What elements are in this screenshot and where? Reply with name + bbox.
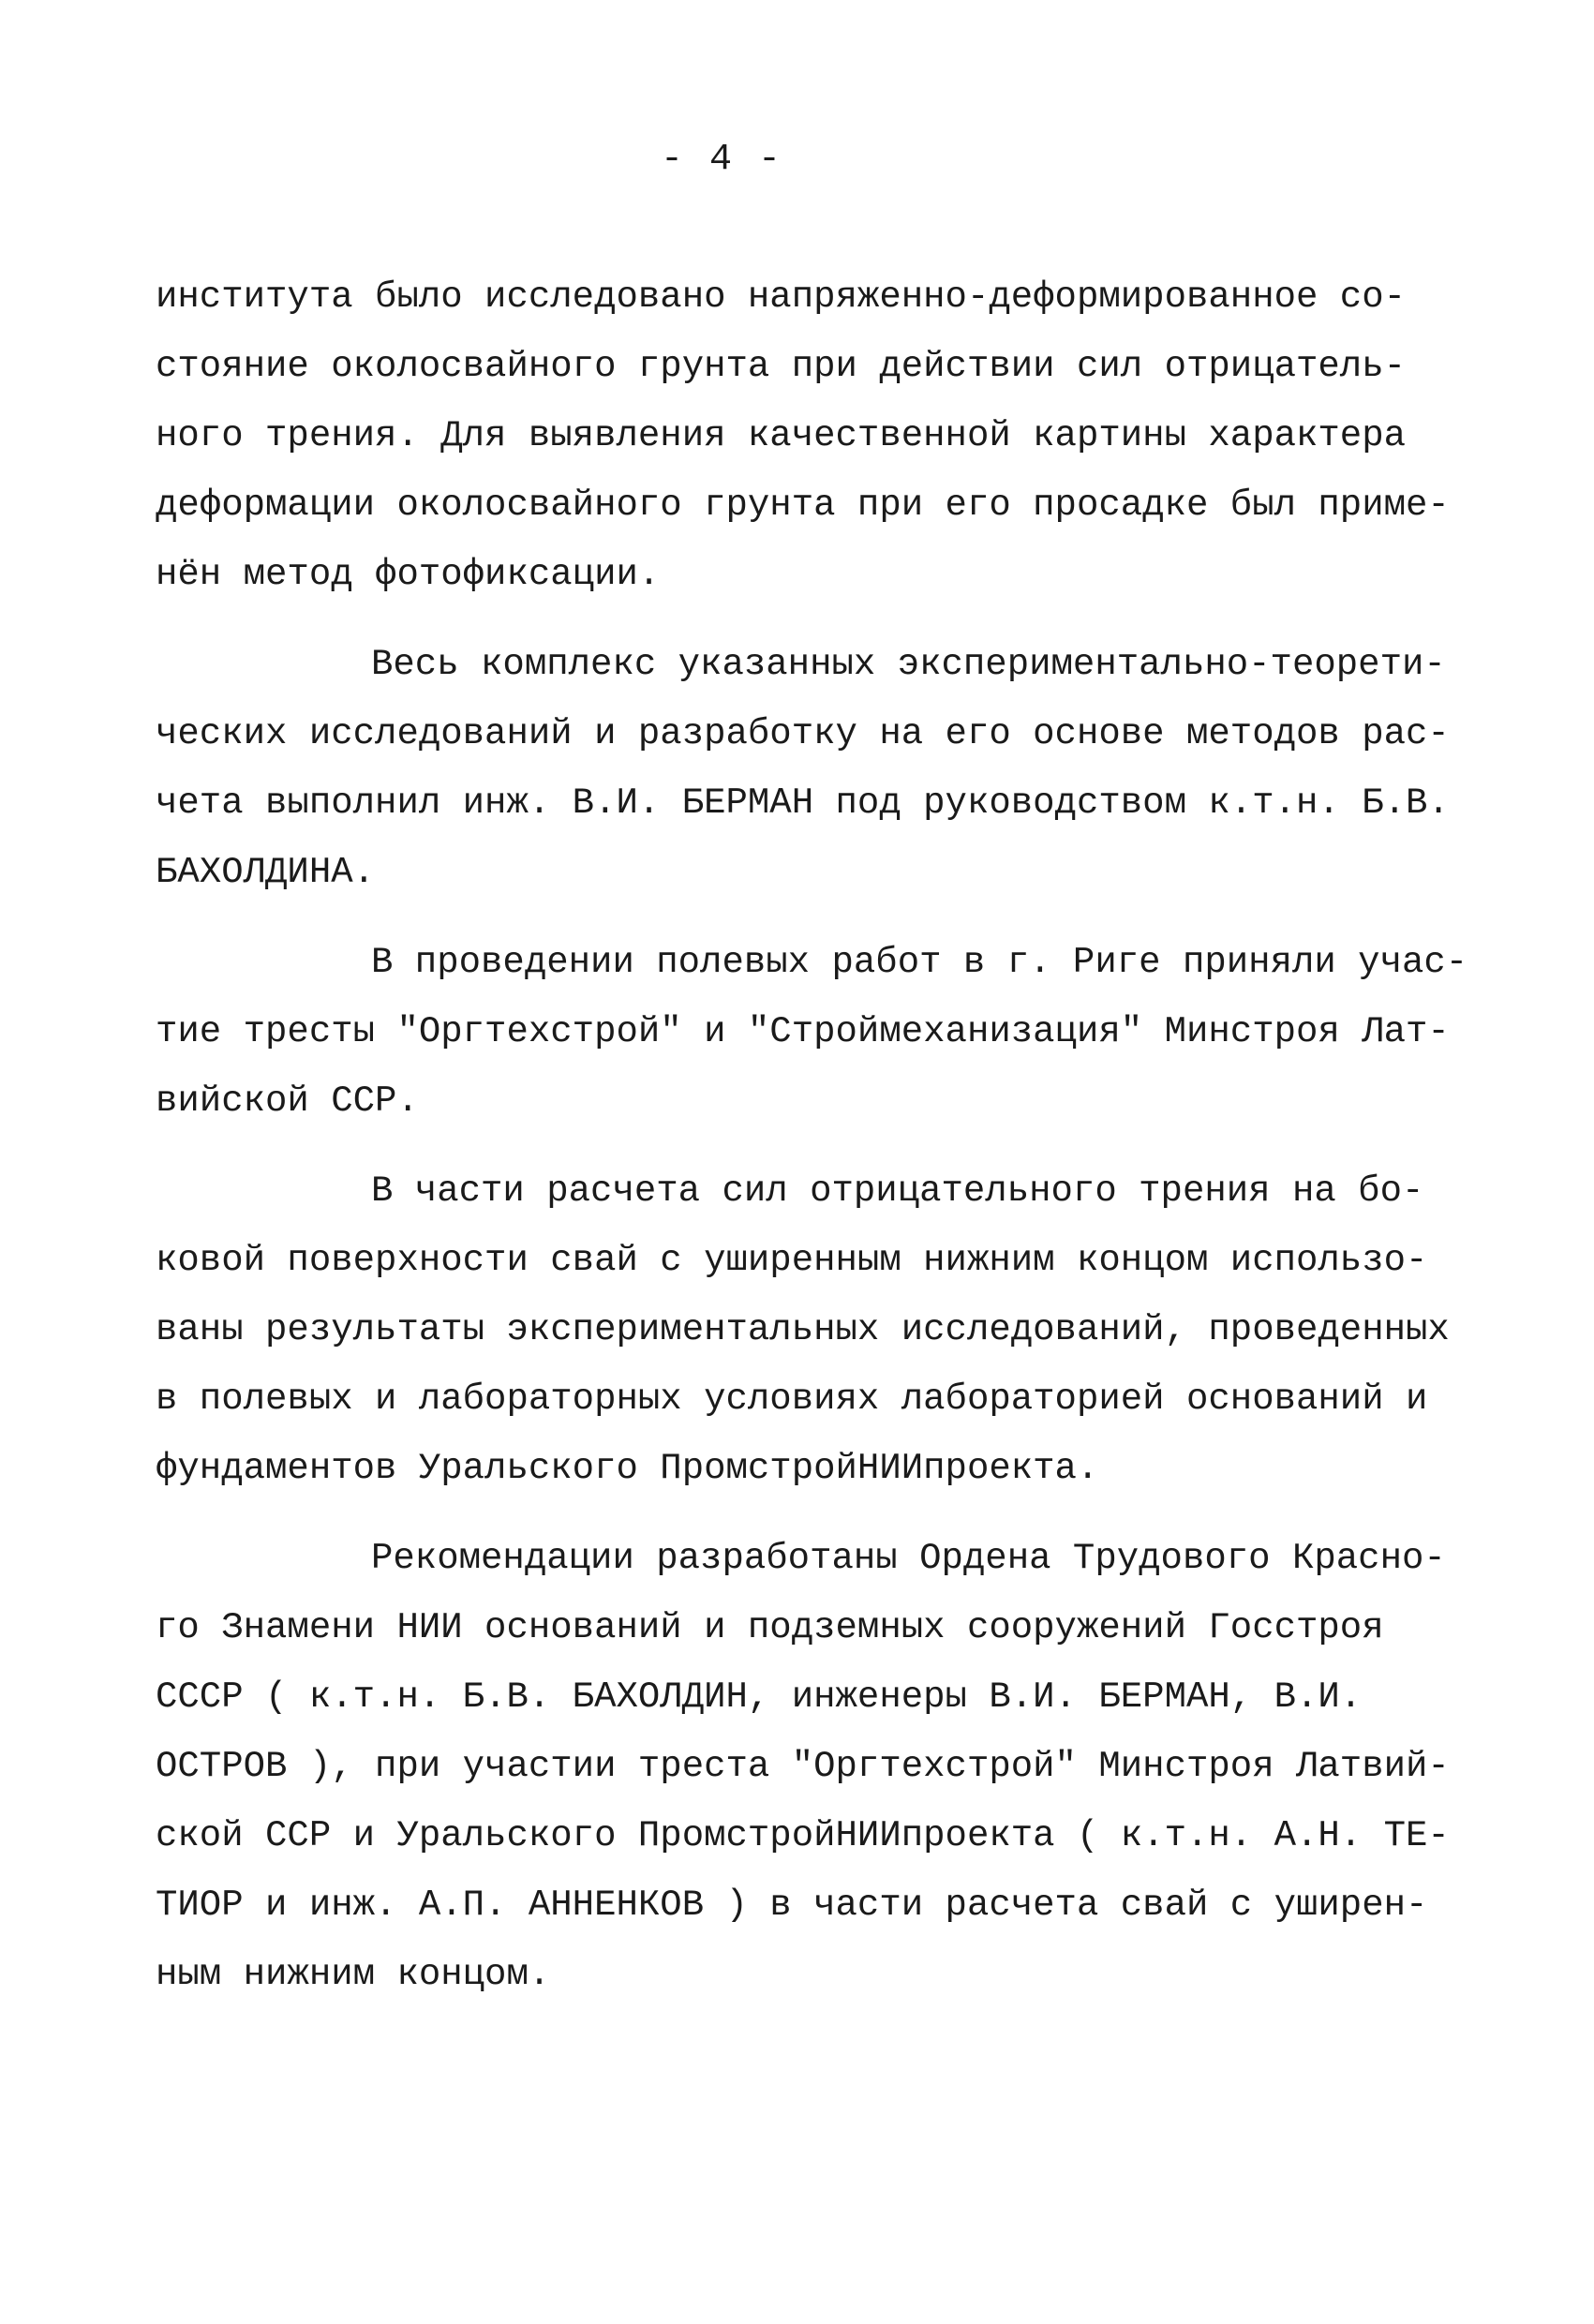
paragraph-1 [156,262,1449,609]
text-line: ческих исследований и разработку на его основе методов рас- [156,713,1450,754]
text-line: БАХОЛДИНА. [156,852,376,893]
text-line: вийской ССР. [156,1080,419,1122]
text-line: стояние околосвайного грунта при действии сил отрицатель- [156,346,1407,387]
text-line: ковой поверхности свай с уширенным нижним концом использо- [156,1240,1428,1281]
text-line: Рекомендации разработаны Ордена Трудового Красно- [371,1538,1446,1579]
text-line: деформации околосвайного грунта при его просадке был приме- [156,484,1450,526]
text-line: ТИОР и инж. А.П. АННЕНКОВ ) в части расчета свай с уширен- [156,1885,1428,1926]
text-line: ного трения. Для выявления качественной картины характера [156,415,1407,456]
paragraph-3 [156,928,1468,1136]
text-line: фундаментов Уральского ПромстройНИИпроекта. [156,1448,1099,1489]
text-line: в полевых и лабораторных условиях лабораторией оснований и [156,1378,1428,1420]
paragraph-4 [156,1156,1449,1503]
text-line: ваны результаты экспериментальных исследований, проведенных [156,1309,1450,1350]
text-line: нён метод фотофиксации. [156,554,661,595]
text-line: В проведении полевых работ в г. Риге приняли учас- [371,942,1468,983]
text-line: ОСТРОВ ), при участии треста "Оргтехстрой" Минстроя Латвий- [156,1746,1450,1787]
text-line: го Знамени НИИ оснований и подземных сооружений Госстроя [156,1607,1384,1648]
document-body [156,262,1468,2030]
text-line: СССР ( к.т.н. Б.В. БАХОЛДИН, инженеры В.И. БЕРМАН, В.И. [156,1676,1363,1718]
text-line: Весь комплекс указанных экспериментально-теорети- [371,644,1446,685]
paragraph-5 [156,1524,1449,2009]
page-number: - 4 - [660,139,783,181]
text-line: В части расчета сил отрицательного трения на бо- [371,1170,1424,1212]
text-line: института было исследовано напряженно-деформированное со- [156,276,1407,318]
text-line: ным нижним концом. [156,1954,551,1995]
text-line: тие тресты "Оргтехстрой" и "Строймеханизация" Минстроя Лат- [156,1011,1450,1052]
text-line: ской ССР и Уральского ПромстройНИИпроекта ( к.т.н. А.Н. ТЕ- [156,1815,1450,1856]
text-line: чета выполнил инж. В.И. БЕРМАН под руководством к.т.н. Б.В. [156,782,1450,824]
paragraph-2 [156,630,1449,907]
